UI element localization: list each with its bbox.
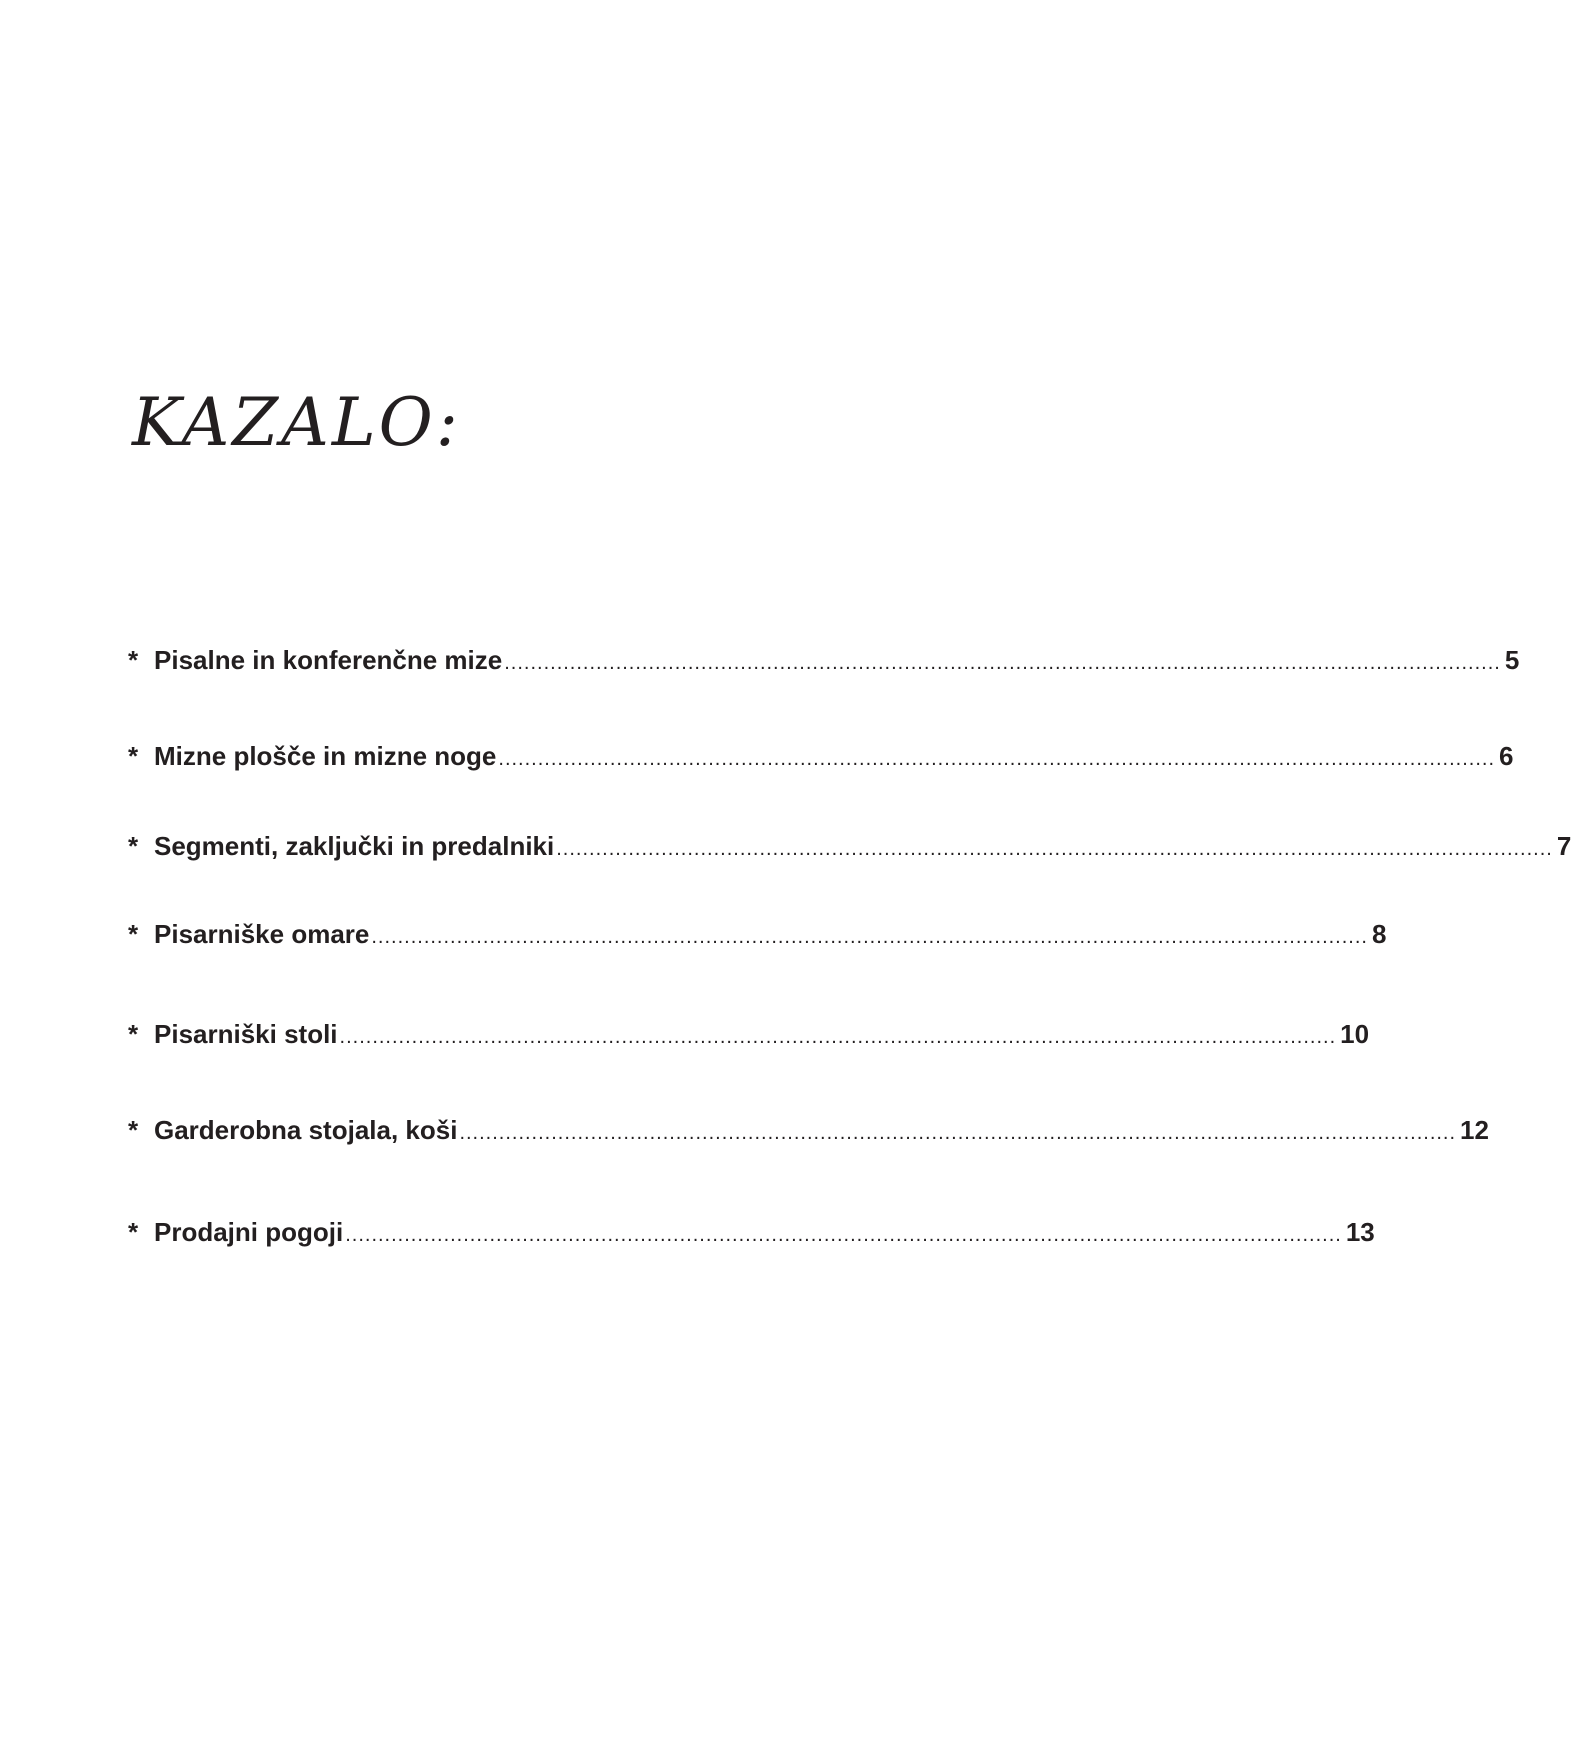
toc-page-number: 10 [1340, 1019, 1370, 1049]
toc-entry[interactable] [128, 640, 1520, 680]
toc-entry-label: Pisarniški stoli [154, 1019, 338, 1049]
toc-page-number: 5 [1504, 645, 1520, 675]
toc-entry-label: Prodajni pogoji [154, 1217, 344, 1247]
toc-entry-label: Garderobna stojala, koši [154, 1115, 458, 1145]
toc-entry[interactable] [128, 1014, 1370, 1054]
toc-entry[interactable] [128, 914, 1387, 954]
bullet-marker: * [128, 645, 139, 675]
toc-page-number: 13 [1345, 1217, 1375, 1247]
bullet-marker: * [128, 831, 139, 861]
toc-entry-label: Pisarniške omare [154, 919, 370, 949]
toc-entry[interactable] [128, 736, 1514, 776]
toc-entry[interactable] [128, 826, 1571, 866]
dot-leader: ........................................................................................................................................................ [498, 748, 1495, 770]
toc-entry-label: Pisalne in konferenčne mize [154, 645, 503, 675]
dot-leader: ........................................................................................................................................................ [345, 1224, 1342, 1246]
toc-entry-label: Mizne plošče in mizne noge [154, 741, 497, 771]
toc-entry[interactable] [128, 1110, 1489, 1150]
toc-entry[interactable] [128, 1212, 1375, 1252]
dot-leader: ........................................................................................................................................................ [339, 1026, 1337, 1048]
toc-entry-label: Segmenti, zaključki in predalniki [154, 831, 555, 861]
toc-page-number: 6 [1499, 741, 1514, 771]
page-title: KAZALO: [132, 384, 461, 461]
dot-leader: ........................................................................................................................................................ [459, 1122, 1457, 1144]
dot-leader: ........................................................................................................................................................ [504, 652, 1501, 674]
dot-leader: ........................................................................................................................................................ [371, 926, 1368, 948]
bullet-marker: * [128, 1217, 139, 1247]
bullet-marker: * [128, 1019, 139, 1049]
bullet-marker: * [128, 1115, 139, 1145]
dot-leader: ........................................................................................................................................................ [556, 838, 1553, 860]
toc-page-number: 12 [1460, 1115, 1489, 1145]
toc-page-number: 8 [1371, 919, 1387, 949]
toc-page-number: 7 [1556, 831, 1571, 861]
bullet-marker: * [128, 919, 139, 949]
bullet-marker: * [128, 741, 139, 771]
